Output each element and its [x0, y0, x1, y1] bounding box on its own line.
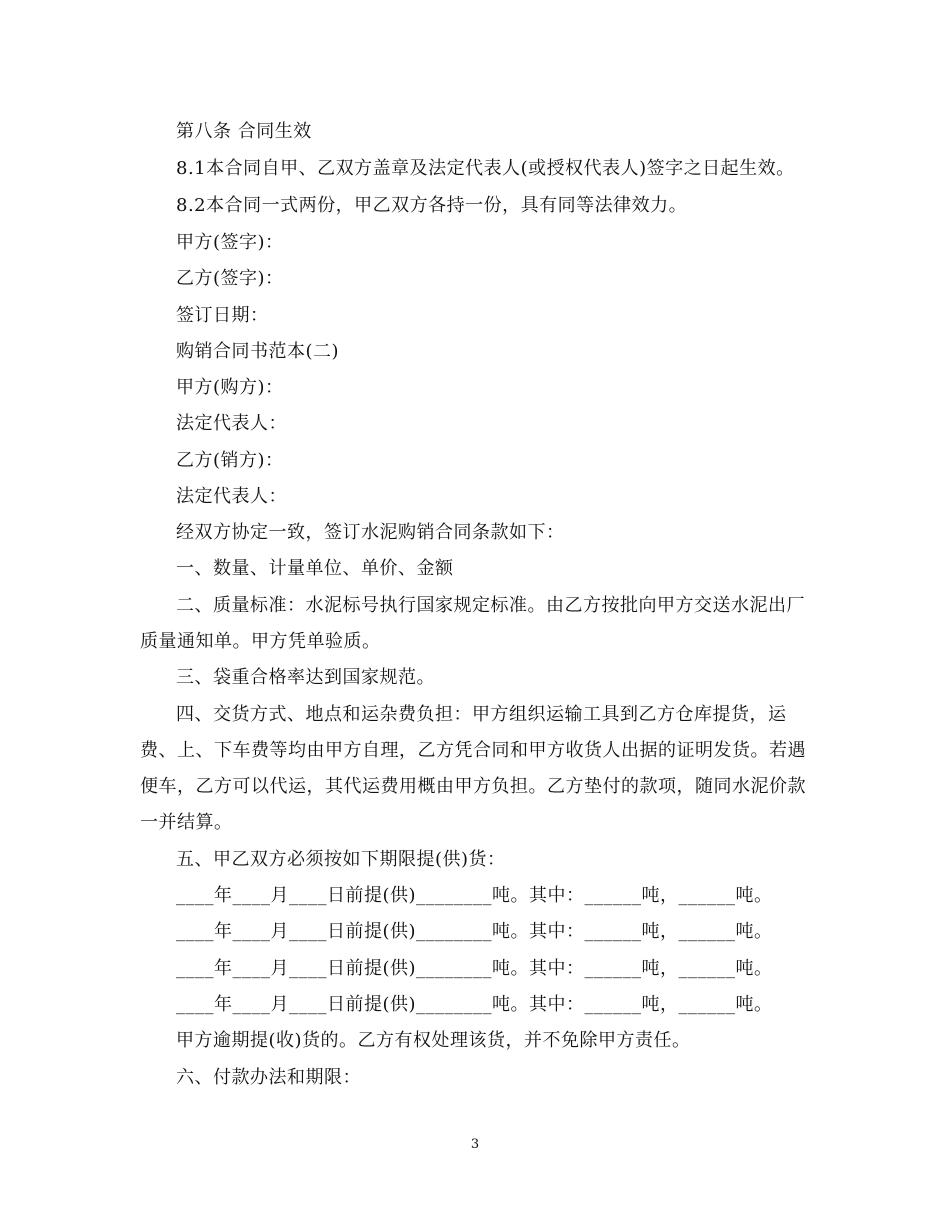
clause-8-1: 8.1本合同自甲、乙双方盖章及法定代表人(或授权代表人)签字之日起生效。 [176, 158, 795, 179]
delivery-schedule-row-1: ____年____月____日前提(供)________吨。其中：______吨，______吨。 [176, 885, 773, 906]
party-b-signature: 乙方(签字)： [176, 268, 284, 289]
clause-8-2: 8.2本合同一式两份，甲乙双方各持一份，具有同等法律效力。 [176, 195, 688, 216]
legal-rep-b: 法定代表人： [176, 486, 287, 507]
section-6: 六、付款办法和期限： [176, 1067, 361, 1088]
section-3: 三、袋重合格率达到国家规范。 [176, 667, 435, 688]
section-4-line-1: 四、交货方式、地点和运杂费负担：甲方组织运输工具到乙方仓库提货，运 [176, 704, 787, 725]
article-heading: 第八条 合同生效 [176, 121, 312, 142]
legal-rep-a: 法定代表人： [176, 413, 287, 434]
page-number: 3 [470, 1137, 480, 1152]
section-1: 一、数量、计量单位、单价、金额 [176, 558, 454, 579]
signing-date: 签订日期： [176, 305, 269, 326]
section-4-line-3: 便车，乙方可以代运，其代运费用概由甲方负担。乙方垫付的款项，随同水泥价款 [140, 776, 806, 797]
section-4-line-4: 一并结算。 [140, 812, 233, 833]
delivery-schedule-row-4: ____年____月____日前提(供)________吨。其中：______吨，______吨。 [176, 994, 773, 1015]
section-2-line-1: 二、质量标准：水泥标号执行国家规定标准。由乙方按批向甲方交送水泥出厂 [176, 595, 805, 616]
party-a-signature: 甲方(签字)： [176, 232, 284, 253]
section-5: 五、甲乙双方必须按如下期限提(供)货： [176, 849, 506, 870]
section-2-line-2: 质量通知单。甲方凭单验质。 [140, 631, 381, 652]
section-4-line-2: 费、上、下车费等均由甲方自理，乙方凭合同和甲方收货人出据的证明发货。若遇 [140, 740, 806, 761]
late-delivery-clause: 甲方逾期提(收)货的。乙方有权处理该货，并不免除甲方责任。 [176, 1030, 691, 1051]
contract-title-2: 购销合同书范本(二) [176, 341, 340, 362]
party-b-seller: 乙方(销方)： [176, 450, 284, 471]
delivery-schedule-row-2: ____年____月____日前提(供)________吨。其中：______吨，______吨。 [176, 921, 773, 942]
party-a-buyer: 甲方(购方)： [176, 377, 284, 398]
delivery-schedule-row-3: ____年____月____日前提(供)________吨。其中：______吨，______吨。 [176, 958, 773, 979]
agreement-intro: 经双方协定一致，签订水泥购销合同条款如下： [176, 522, 565, 543]
